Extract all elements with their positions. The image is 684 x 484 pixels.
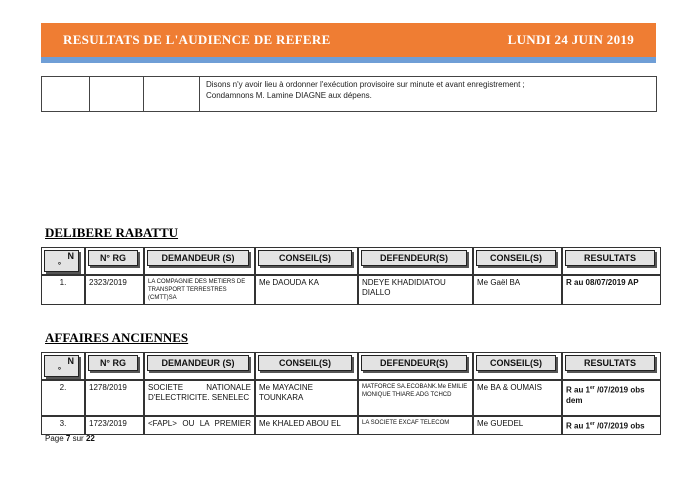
row-conseil: Me KHALED ABOU EL <box>259 419 341 428</box>
table-row <box>41 275 661 305</box>
row-rg: 1723/2019 <box>89 419 127 428</box>
delibere-header-row <box>41 247 661 275</box>
col-header-demandeur: DEMANDEUR (S) <box>147 250 249 266</box>
row-num: 3. <box>59 419 67 428</box>
row-resultat: R au 08/07/2019 AP <box>566 278 639 287</box>
col-header-resultats: RESULTATS <box>565 355 655 371</box>
col-header-resultats: RESULTATS <box>565 250 655 266</box>
anciennes-table <box>41 352 661 435</box>
col-header-rg: N° RG <box>88 250 138 266</box>
carryover-line-2: Condamnons M. Lamine DIAGNE aux dépens. <box>206 91 372 100</box>
row-conseil2: Me Gaël BA <box>477 278 521 287</box>
col-header-conseil: CONSEIL(S) <box>258 355 352 371</box>
row-num: 2. <box>59 383 67 392</box>
carryover-table <box>41 76 657 112</box>
row-conseil: Me MAYACINE TOUNKARA <box>259 383 313 402</box>
carryover-row <box>42 77 657 112</box>
row-rg: 2323/2019 <box>89 278 127 287</box>
table-row <box>41 416 661 435</box>
row-demandeur-line2: D'ELECTRICITE. SENELEC <box>148 393 250 402</box>
section-title-anciennes: AFFAIRES ANCIENNES <box>45 330 189 345</box>
anciennes-header-row <box>41 352 661 380</box>
row-conseil2: Me GUEDEL <box>477 419 524 428</box>
table-row <box>41 380 661 416</box>
col-header-conseil: CONSEIL(S) <box>258 250 352 266</box>
row-demandeur-line1: <FAPL> OU LA PREMIER <box>148 419 251 428</box>
section-title-delibere: DELIBERE RABATTU <box>45 225 179 240</box>
col-header-conseil2: CONSEIL(S) <box>476 355 556 371</box>
col-header-num: N ° <box>44 355 79 377</box>
header-title: RESULTATS DE L'AUDIENCE DE REFERE <box>63 32 331 47</box>
row-defendeur: LA SOCIETE EXCAF TELECOM <box>362 420 450 426</box>
carryover-cell-rg <box>90 77 144 112</box>
row-defendeur: NDEYE KHADIDIATOU DIALLO <box>362 278 446 297</box>
col-header-rg: N° RG <box>88 355 138 371</box>
header-date: LUNDI 24 JUIN 2019 <box>507 32 634 47</box>
col-header-demandeur: DEMANDEUR (S) <box>147 355 249 371</box>
col-header-conseil2: CONSEIL(S) <box>476 250 556 266</box>
col-header-defendeur: DEFENDEUR(S) <box>361 355 467 371</box>
row-demandeur: LA COMPAGNIE DES METIERS DE TRANSPORT TERRESTRES (CMTT)SA <box>148 279 246 301</box>
carryover-cell-text <box>200 77 657 112</box>
col-header-defendeur: DEFENDEUR(S) <box>361 250 467 266</box>
row-conseil2: Me BA & OUMAIS <box>477 383 542 392</box>
row-resultat: R au 1er /07/2019 obs <box>566 421 645 431</box>
carryover-cell-party <box>144 77 200 112</box>
carryover-cell-num <box>42 77 90 112</box>
header-band <box>41 23 656 57</box>
row-defendeur: MATFORCE SA.ECOBANK.Me EMILIE MONIQUE THIARE.ADG TCHCD <box>362 384 468 398</box>
header-underline <box>41 57 656 63</box>
row-rg: 1278/2019 <box>89 383 127 392</box>
col-header-num: N ° <box>44 250 79 272</box>
row-demandeur-line1: SOCIETE NATIONALE <box>148 383 251 392</box>
row-conseil: Me DAOUDA KA <box>259 278 320 287</box>
delibere-table <box>41 247 661 305</box>
page-footer: Page 7 sur 22 <box>45 434 95 443</box>
row-num: 1. <box>59 278 67 287</box>
row-resultat: R au 1er /07/2019 obs dem <box>566 385 645 405</box>
carryover-line-1: Disons n'y avoir lieu à ordonner l'exécution provisoire sur minute et avant enregistrement ; <box>206 80 525 89</box>
